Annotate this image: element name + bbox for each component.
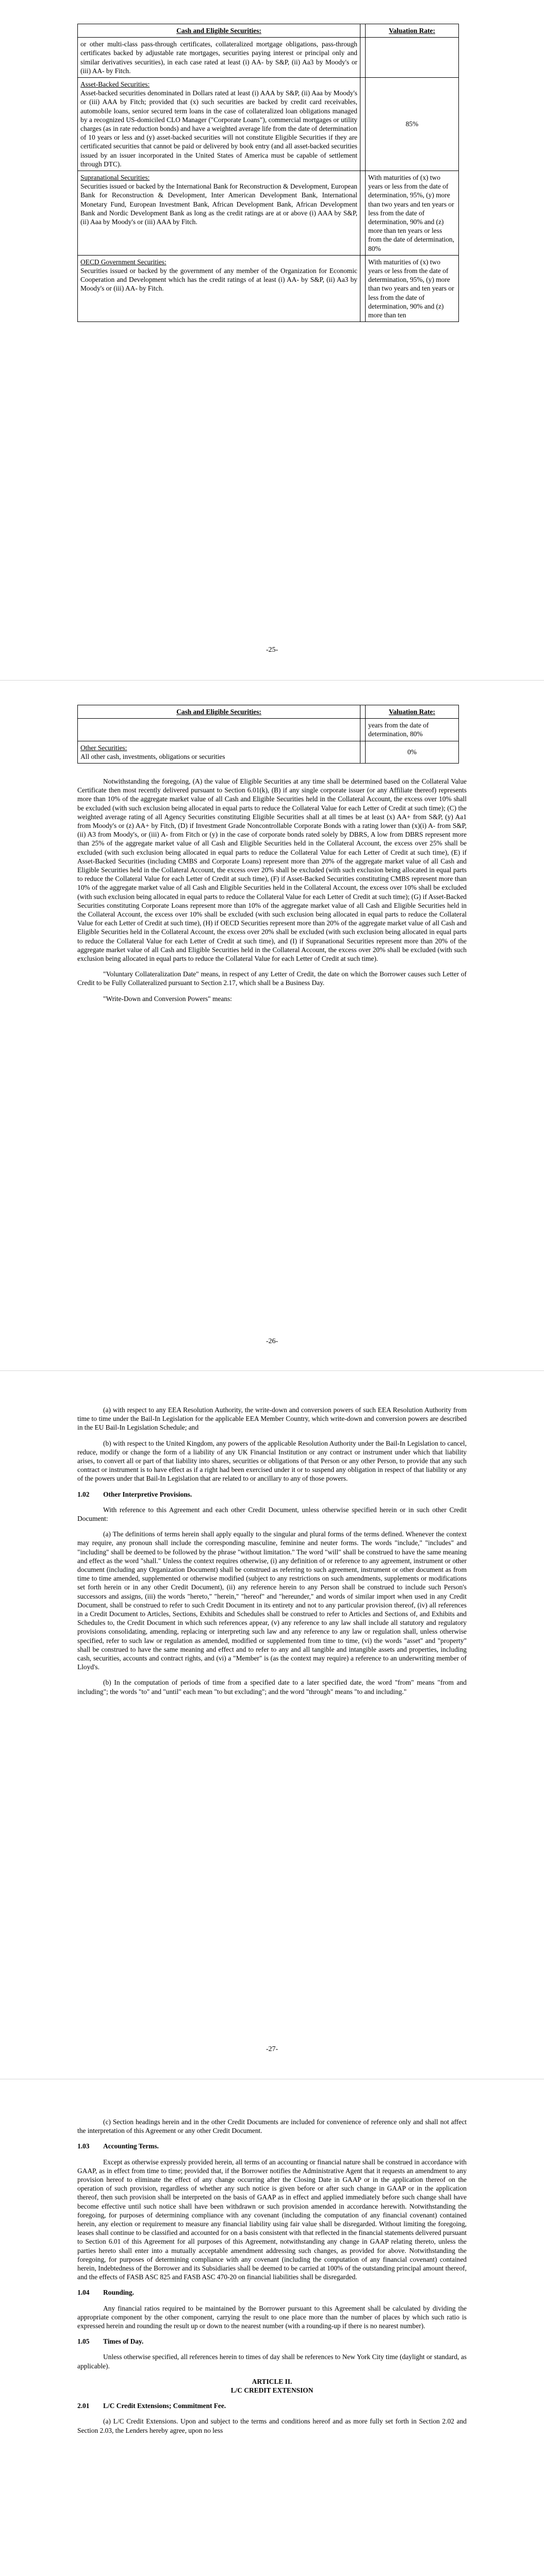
oecd-cell xyxy=(78,255,360,321)
paragraph: With reference to this Agreement and each other Credit Document, unless otherwise specified herein or in such other Credit Document: xyxy=(77,1505,467,1523)
paragraph: Notwithstanding the foregoing, (A) the value of Eligible Securities at any time shall be determined based on the Collateral Value Certificate then most recently delivered pursuant to Section 6.01(k), (B) if any single corporate issuer (or any Affiliate thereof) represents more than 10% of the aggregate market value of all Cash and Eligible Securities held in the Collateral Account, the excess over 10% shall be excluded (with such exclusion being allocated in equal parts to reduce the Collateral Value for each Letter of Credit at such time); (C) the weighted average rating of all Agency Securities constituting Eligible Securities shall at all times be at least (x) AA+ from S&P, (y) Aa1 from Moody's or (z) AA+ by Fitch, (D) if Investment Grade Noncontrollable Corporate Bonds with a rating lower than (x)(i) A- from S&P, (ii) A3 from Moody's, or (iii) A- from Fitch or (y) in the case of corporate bonds rated solely by DBRS, A low from DBRS represent more than 25% of the aggregate market value of all Cash and Eligible Securities held in the Collateral Account, the excess over 25% shall be excluded (with such exclusion being allocated in equal parts to reduce the Collateral Value for each Letter of Credit at such time), (E) if Asset-Backed Securities (including CMBS and Corporate Loans) represent more than 20% of the aggregate market value of all Cash and Eligible Securities held in the Collateral Account, the excess over 20% shall be excluded (with such exclusion being allocated in equal parts to reduce the Collateral Value for each Letter of Credit at such time), (F) if Asset-Backed Securities constituting CMBS represent more than 10% of the aggregate market value of all Cash and Eligible Securities held in the Collateral Account, the excess over 10% shall be excluded (with such exclusion being allocated in equal parts to reduce the Collateral Value for each Letter of Credit at such time); (G) if Asset-Backed Securities constituting Corporate Loans represent more than 10% of the aggregate market value of all Cash and Eligible Securities held in the Collateral Account, the excess over 10% shall be excluded (with such exclusion being allocated in equal parts to reduce the Collateral Value for each Letter of Credit at such time), (H) if OECD Securities represent more than 20% of the aggregate market value of all Cash and Eligible Securities held in the Collateral Account, the excess over 20% shall be excluded (with such exclusion being allocated in equal parts to reduce the Collateral Value for each Letter of Credit at such time), and (I) if Supranational Securities represent more than 20% of the aggregate market value of all Cash and Eligible Securities held in the Collateral Account, the excess over 20% shall be excluded (with such exclusion being allocated in equal parts to reduce the Collateral Value for each Letter of Credit at such time). xyxy=(77,777,467,963)
row-rate: 0% xyxy=(366,741,459,763)
article-number: ARTICLE II. xyxy=(252,2377,292,2385)
valuation-rate-header: Valuation Rate: xyxy=(366,705,459,719)
section-title: L/C Credit Extensions; Commitment Fee. xyxy=(103,2402,226,2410)
article-title: L/C CREDIT EXTENSION xyxy=(230,2386,314,2395)
paragraph: "Write-Down and Conversion Powers" means: xyxy=(103,994,232,1003)
page-27-body xyxy=(77,1405,467,1703)
supranational-cell xyxy=(78,171,360,256)
section-number: 1.05 xyxy=(77,2337,90,2346)
valuation-rate-header: Valuation Rate: xyxy=(366,24,459,38)
section-heading xyxy=(77,2142,467,2150)
row-title: Asset-Backed Securities: xyxy=(80,80,150,89)
section-title: Rounding. xyxy=(103,2289,134,2297)
section-heading xyxy=(77,1490,467,1499)
section-title: Other Interpretive Provisions. xyxy=(103,1490,192,1498)
row-rate xyxy=(366,38,459,78)
section-title: Accounting Terms. xyxy=(103,2142,159,2150)
section-number: 1.02 xyxy=(77,1490,90,1498)
paragraph: Any financial ratios required to be maintained by the Borrower pursuant to this Agreement shall be calculated by dividing the appropriate component by the other component, carrying the result to one place more than the number of places by which such ratio is expressed herein and rounding the result up or down to the nearest number (with a rounding-up if there is no nearest number). xyxy=(77,2304,467,2330)
paragraph: Unless otherwise specified, all references herein to times of day shall be references to New York City time (daylight or standard, as applicable). xyxy=(77,2353,467,2370)
other-securities-cell xyxy=(78,741,360,763)
section-heading xyxy=(77,2337,467,2346)
abs-cell xyxy=(78,78,360,171)
row-rate: years from the date of determination, 80% xyxy=(366,719,459,741)
paragraph: "Voluntary Collateralization Date" means, in respect of any Letter of Credit, the date on which the Borrower causes such Letter of Credit to be Fully Collateralized pursuant to Section 2.17, which shall be a Business Day. xyxy=(77,970,467,987)
page-26-body xyxy=(77,777,467,1010)
page-number: -25- xyxy=(266,646,278,654)
cont-cell xyxy=(78,719,360,741)
section-number: 1.04 xyxy=(77,2289,90,2297)
row-rate: 85% xyxy=(366,78,459,171)
row-rate: With maturities of (x) two years or less from the date of determination, 95%, (y) more than two years and ten years or less from the date of determination, 90% and (z) more than ten xyxy=(366,255,459,321)
eligible-securities-table-cont xyxy=(77,705,459,764)
section-number: 1.03 xyxy=(77,2142,90,2150)
row-text: or other multi-class pass-through certificates, collateralized mortgage obligations, pass-through certificates backed by adjustable rate mortgages, securities paying interest or principal only and similar derivatives securities), in each case rated at least (i) AA- by S&P, (ii) Aa3 by Moody's or (iii) AA- by Fitch. xyxy=(78,38,360,78)
row-text: Securities issued or backed by the International Bank for Reconstruction & Development, European Bank for Reconstruction & Development, Inter American Development Bank, International Monetary Fund, European Investment Bank, African Development Bank, African Development Bank and Nordic Development Bank as long as the credit ratings are at or above (i) AAA by S&P, (ii) Aaa by Moody's or (iii) AAA by Fitch. xyxy=(80,182,357,226)
paragraph: (a) L/C Credit Extensions. Upon and subject to the terms and conditions hereof and as more fully set forth in Section 2.02 and Section 2.03, the Lenders hereby agree, upon no less xyxy=(77,2417,467,2434)
row-text: All other cash, investments, obligations or securities xyxy=(80,752,225,760)
paragraph: (a) with respect to any EEA Resolution Authority, the write-down and conversion powers of such EEA Resolution Authority from time to time under the Bail-In Legislation for the applicable EEA Member Country, which write-down and conversion powers are described in the EU Bail-In Legislation Schedule; and xyxy=(77,1406,467,1432)
paragraph: (c) Section headings herein and in the other Credit Documents are included for convenience of reference only and shall not affect the interpretation of this Agreement or any other Credit Document. xyxy=(77,2118,467,2135)
section-number: 2.01 xyxy=(77,2402,90,2410)
paragraph: Except as otherwise expressly provided herein, all terms of an accounting or financial nature shall be construed in accordance with GAAP, as in effect from time to time; provided that, if the Borrower notifies the Administrative Agent that it requests an amendment to any provision hereof to eliminate the effect of any change occurring after the Closing Date in GAAP or in the application thereof on the operation of such provision, regardless of whether any such notice is given before or after such change in GAAP or in the application thereof, then such provision shall be interpreted on the basis of GAAP as in effect and applied immediately before such change shall have become effective until such notice shall have been withdrawn or such provision amended in accordance herewith. Notwithstanding the foregoing, for purposes of determining compliance with any covenant (including the computation of any financial covenant) contained herein, any election or requirement to measure any financial liability using fair value shall be disregarded. Without limiting the foregoing, leases shall continue to be classified and accounted for on a basis consistent with that reflected in the financial statements delivered pursuant to Section 6.01 of this Agreement for all purposes of this Agreement, notwithstanding any change in GAAP relating thereto, unless the parties hereto shall enter into a mutually acceptable amendment addressing such changes, as provided for above. Notwithstanding the foregoing, for purposes of determining compliance with any covenant (including the computation of any financial covenant) contained herein, Indebtedness of the Borrower and its Subsidiaries shall be deemed to be carried at 100% of the outstanding principal amount thereof, and the effects of FASB ASC 825 and FASB ASC 470-20 on financial liabilities shall be disregarded. xyxy=(77,2158,467,2281)
section-title: Times of Day. xyxy=(103,2337,144,2346)
row-title: Supranational Securities: xyxy=(80,174,150,182)
row-text: Asset-backed securities denominated in Dollars rated at least (i) AAA by S&P, (ii) Aaa by Moody's or (iii) AAA by Fitch; provided that (x) such securities are backed by credit card receivables, automobile loans, senior secured term loans in the case of collateralized loan obligations managed by a recognized US-domiciled CLO Manager ("Corporate Loans"), commercial mortgages or utility charges (as in rate reduction bonds) and have a weighted average life from the date of determination of 10 years or less and (y) asset-backed securities will not constitute Eligible Securities if they are certificated securities that cannot be paid or delivered by book entry (and all asset-backed securities issued by an issuer incorporated in the United States of America must be capable of settlement through DTC). xyxy=(80,89,357,168)
row-title: OECD Government Securities: xyxy=(80,258,167,266)
row-rate: With maturities of (x) two years or less from the date of determination, 95%, (y) more than two years and ten years or less from the date of determination, 90% and (z) more than ten years or less from the date of determination, 80% xyxy=(366,171,459,256)
eligible-securities-table xyxy=(77,24,459,322)
page-number: -26- xyxy=(266,1337,278,1345)
page-28-body xyxy=(77,2117,467,2442)
section-heading xyxy=(77,2288,467,2297)
paragraph: (a) The definitions of terms herein shall apply equally to the singular and plural forms of the terms defined. Whenever the context may require, any pronoun shall include the corresponding masculine, feminine and neuter forms. The words "include," "includes" and "including" shall be deemed to be followed by the phrase "without limitation." The word "will" shall be construed to have the same meaning and effect as the word "shall." Unless the context requires otherwise, (i) any definition of or reference to any agreement, instrument or other document (including any Organization Document) shall be construed as referring to such agreement, instrument or other document as from time to time amended, supplemented or otherwise modified (subject to any restrictions on such amendments, supplements or modifications set forth herein or in any other Credit Document), (ii) any reference herein to any Person shall be construed to include such Person's successors and assigns, (iii) the words "hereto," "herein," "hereof" and "hereunder," and words of similar import when used in any Credit Document, shall be construed to refer to such Credit Document in its entirety and not to any particular provision thereof, (iv) all references in a Credit Document to Articles, Sections, Exhibits and Schedules shall be construed to refer to Articles and Sections of, and Exhibits and Schedules to, the Credit Document in which such references appear, (v) any reference to any law shall include all statutory and regulatory provisions consolidating, amending, replacing or interpreting such law and any reference to any law or regulation shall, unless otherwise specified, refer to such law or regulation as amended, modified or supplemented from time to time, (vi) the words "asset" and "property" shall be construed to have the same meaning and effect and to refer to any and all tangible and intangible assets and properties, including cash, securities, accounts and contract rights, and (vi) a "Member" is (as the context may require) a reference to an underwriting member of Lloyd's. xyxy=(77,1530,467,1671)
section-heading xyxy=(77,2401,467,2410)
paragraph: (b) with respect to the United Kingdom, any powers of the applicable Resolution Authority under the Bail-In Legislation to cancel, reduce, modify or change the form of a liability of any UK Financial Institution or any contract or instrument under which that liability arises, to convert all or part of that liability into shares, securities or obligations of that Person or any other Person, to provide that any such contract or instrument is to have effect as if a right had been exercised under it or to suspend any obligation in respect of that liability or any of the powers under that Bail-In Legislation that are related to or ancillary to any of those powers. xyxy=(77,1439,467,1483)
row-text: Securities issued or backed by the government of any member of the Organization for Economic Cooperation and Development which has the credit ratings of at least (i) AA- by S&P, (ii) Aa3 by Moody's or (iii) AA- by Fitch. xyxy=(80,267,357,293)
cash-header: Cash and Eligible Securities: xyxy=(78,705,360,719)
cash-header: Cash and Eligible Securities: xyxy=(78,24,360,38)
paragraph: (b) In the computation of periods of time from a specified date to a later specified date, the word "from" means "from and including"; the words "to" and "until" each mean "to but excluding"; and the word "through" means "to and including." xyxy=(77,1679,467,1696)
row-title: Other Securities: xyxy=(80,743,127,752)
page-number: -27- xyxy=(266,2045,278,2053)
